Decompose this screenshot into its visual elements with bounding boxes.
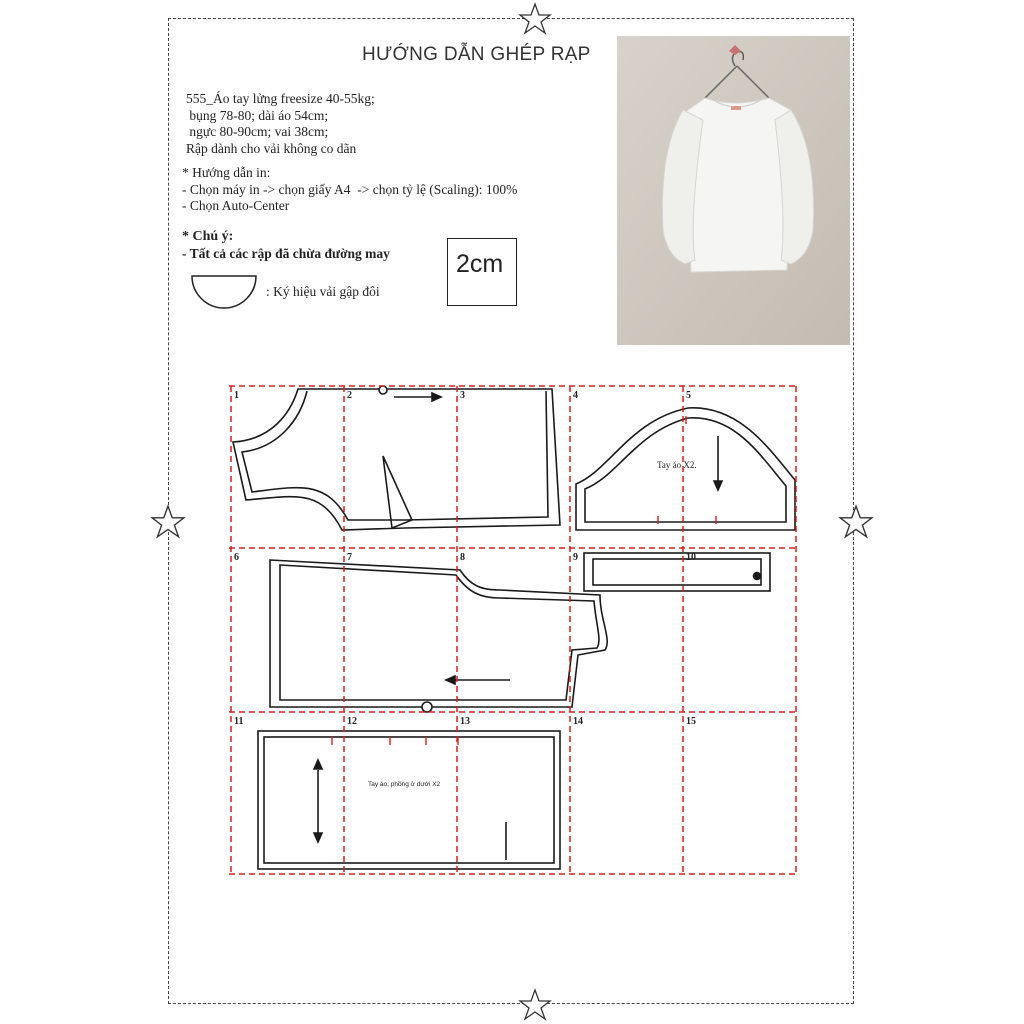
pattern-piece-back <box>233 389 560 530</box>
print-guide-line: - Chọn máy in -> chọn giấy A4 -> chọn tỷ lệ (Scaling): 100% <box>182 181 518 197</box>
grid-cell-number: 10 <box>686 552 696 563</box>
grid-cell-number: 2 <box>347 390 352 401</box>
grid-cell-number: 12 <box>347 716 357 727</box>
grid-cell-number: 1 <box>234 390 239 401</box>
grid-cell-number: 8 <box>460 552 465 563</box>
scale-reference-label: 2cm <box>456 250 504 278</box>
grid-cell-number: 6 <box>234 552 239 563</box>
grid-cell-number: 4 <box>573 390 578 401</box>
grid-cell-number: 9 <box>573 552 578 563</box>
grid-cell-number: 13 <box>460 716 470 727</box>
spec-line: 555_Áo tay lửng freesize 40-55kg; <box>186 91 375 106</box>
pattern-piece-cuff <box>258 731 560 869</box>
grid-cell-number: 14 <box>573 716 583 727</box>
fold-symbol-label: : Ký hiệu vải gập đôi <box>266 284 380 299</box>
print-guide-line: - Chọn Auto-Center <box>182 198 290 213</box>
note-text: - Tất cả các rập đã chừa đường may <box>182 246 390 261</box>
grid-cell-number: 11 <box>234 716 244 727</box>
print-guide-line: * Hướng dẫn in: <box>182 165 271 180</box>
spec-line: bụng 78-80; dài áo 54cm; <box>186 107 329 123</box>
grid-cell-number: 3 <box>460 390 465 401</box>
sleeve-piece-label: Tay áo X2. <box>657 460 697 470</box>
spec-line: ngực 80-90cm; vai 38cm; <box>186 124 329 139</box>
grid-cell-number: 5 <box>686 390 691 401</box>
pattern-piece-front <box>270 560 607 707</box>
spec-line: Rập dành cho vải không co dãn <box>186 140 357 156</box>
note-title: * Chú ý: <box>182 229 234 244</box>
cuff-piece-label: Tay áo, phồng ở dưới X2 <box>368 781 441 788</box>
grid-cell-number: 7 <box>347 552 352 563</box>
grid-cell-number: 15 <box>686 716 696 727</box>
page-title: HƯỚNG DẪN GHÉP RẠP <box>362 44 591 65</box>
